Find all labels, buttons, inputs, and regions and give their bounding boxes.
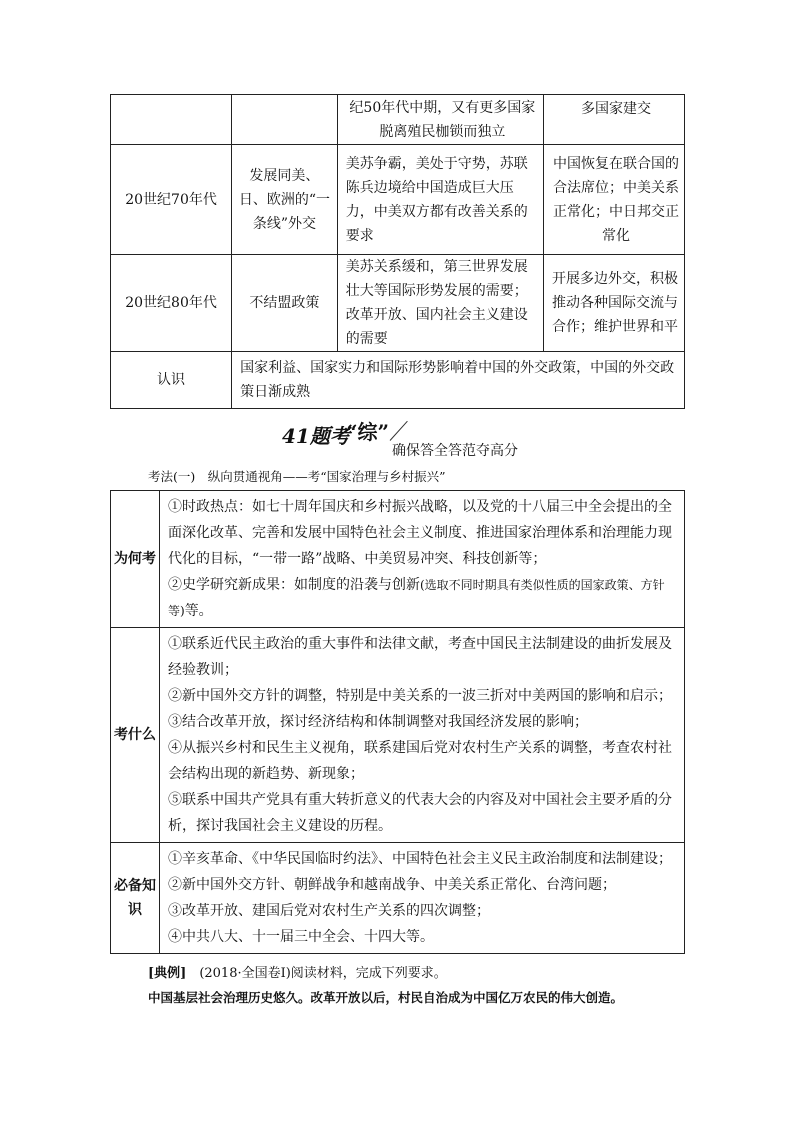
background-cell: 美苏关系缓和，第三世界发展壮大等国际形势发展的需要；改革开放、国内社会主义建设的需要 (337, 255, 543, 352)
list-item: ⑤联系中国共产党具有重大转折意义的代表大会的内容及对中国社会主要矛盾的分析，探讨我国社会主义建设的历程。 (168, 792, 672, 834)
table-row (111, 255, 685, 352)
table-row (111, 95, 685, 145)
section-title: 41题考 (282, 424, 350, 448)
why-content (160, 491, 685, 628)
must-label: 必备知识 (111, 843, 160, 954)
section-subtitle: 确保答全答范夺高分 (392, 443, 518, 459)
background-cell: 美苏争霸，美处于守势，苏联陈兵边境给中国造成巨大压力，中美双方都有改善关系的要求 (337, 145, 543, 255)
what-content (160, 628, 685, 843)
table-row (111, 352, 685, 409)
list-item: ④中共八大、十一届三中全会、十四大等。 (168, 929, 434, 945)
background-cell: 纪50年代中期，又有更多国家脱离殖民枷锁而独立 (337, 95, 543, 145)
example-line (148, 962, 447, 981)
what-label: 考什么 (111, 628, 160, 843)
must-content (160, 843, 685, 954)
section-heading (282, 420, 582, 464)
list-item: ②新中国外交方针、朝鲜战争和越南战争、中美关系正常化、台湾问题； (168, 877, 616, 893)
why-label: 为何考 (111, 491, 160, 628)
policy-cell: 不结盟政策 (232, 255, 338, 352)
list-item: ①联系近代民主政治的重大事件和法律文献，考查中国民主法制建设的曲折发展及经验教训； (168, 636, 672, 678)
result-cell: 多国家建交 (543, 95, 684, 145)
example-tag: [典例] (148, 966, 187, 981)
example-text: (2018·全国卷Ⅰ)阅读材料，完成下列要求。 (186, 966, 447, 981)
list-item: ③结合改革开放，探讨经济结构和体制调整对我国经济发展的影响； (168, 714, 588, 730)
material-text: 中国基层社会治理历史悠久。改革开放以后，村民自治成为中国亿万农民的伟大创造。 (148, 990, 624, 1005)
note-label: 认识 (111, 352, 232, 409)
policy-cell (232, 95, 338, 145)
section-title-emphasis: “综” (346, 420, 390, 444)
result-cell: 中国恢复在联合国的合法席位；中美关系正常化；中日邦交正常化 (543, 145, 684, 255)
table-row (111, 843, 685, 954)
list-item: ②新中国外交方针的调整，特别是中美关系的一波三折对中美两国的影响和启示； (168, 688, 672, 704)
table-row (111, 145, 685, 255)
table-row (111, 628, 685, 843)
exam-focus-table (110, 490, 685, 954)
policy-cell: 发展同美、日、欧洲的“一条线”外交 (232, 145, 338, 255)
why-p2-main: ②史学研究新成果：如制度的沿袭与创新 (168, 577, 420, 593)
why-p2-end: 等。 (184, 603, 213, 619)
list-item: ①辛亥革命、《中华民国临时约法》、中国特色社会主义民主政治制度和法制建设； (168, 851, 672, 867)
era-cell (111, 95, 232, 145)
note-text: 国家利益、国家实力和国际形势影响着中国的外交政策，中国的外交政策日渐成熟 (232, 352, 685, 409)
why-p2-note: (选取不同时期具有类似性质的国家政策、方针等) (168, 578, 665, 618)
why-paragraph-2 (168, 572, 676, 624)
result-cell: 开展多边外交，积极推动各种国际交流与合作；维护世界和平 (543, 255, 684, 352)
era-cell: 20世纪80年代 (111, 255, 232, 352)
list-item: ④从振兴乡村和民生主义视角，联系建国后党对农村生产关系的调整，考查农村社会结构出现的新趋势、新现象； (168, 740, 672, 782)
method-line: 考法(一) 纵向贯通视角——考“国家治理与乡村振兴” (148, 469, 446, 484)
era-cell: 20世纪70年代 (111, 145, 232, 255)
why-paragraph-1: ①时政热点：如七十周年国庆和乡村振兴战略，以及党的十八届三中全会提出的全面深化改革、完善和发展中国特色社会主义制度、推进国家治理体系和治理能力现代化的目标，“一带一路”战略、中美贸易冲突、科技创新等； (168, 499, 672, 567)
foreign-policy-table (110, 94, 685, 409)
table-row (111, 491, 685, 628)
slash-decoration (390, 421, 408, 441)
list-item: ③改革开放、建国后党对农村生产关系的四次调整； (168, 903, 490, 919)
